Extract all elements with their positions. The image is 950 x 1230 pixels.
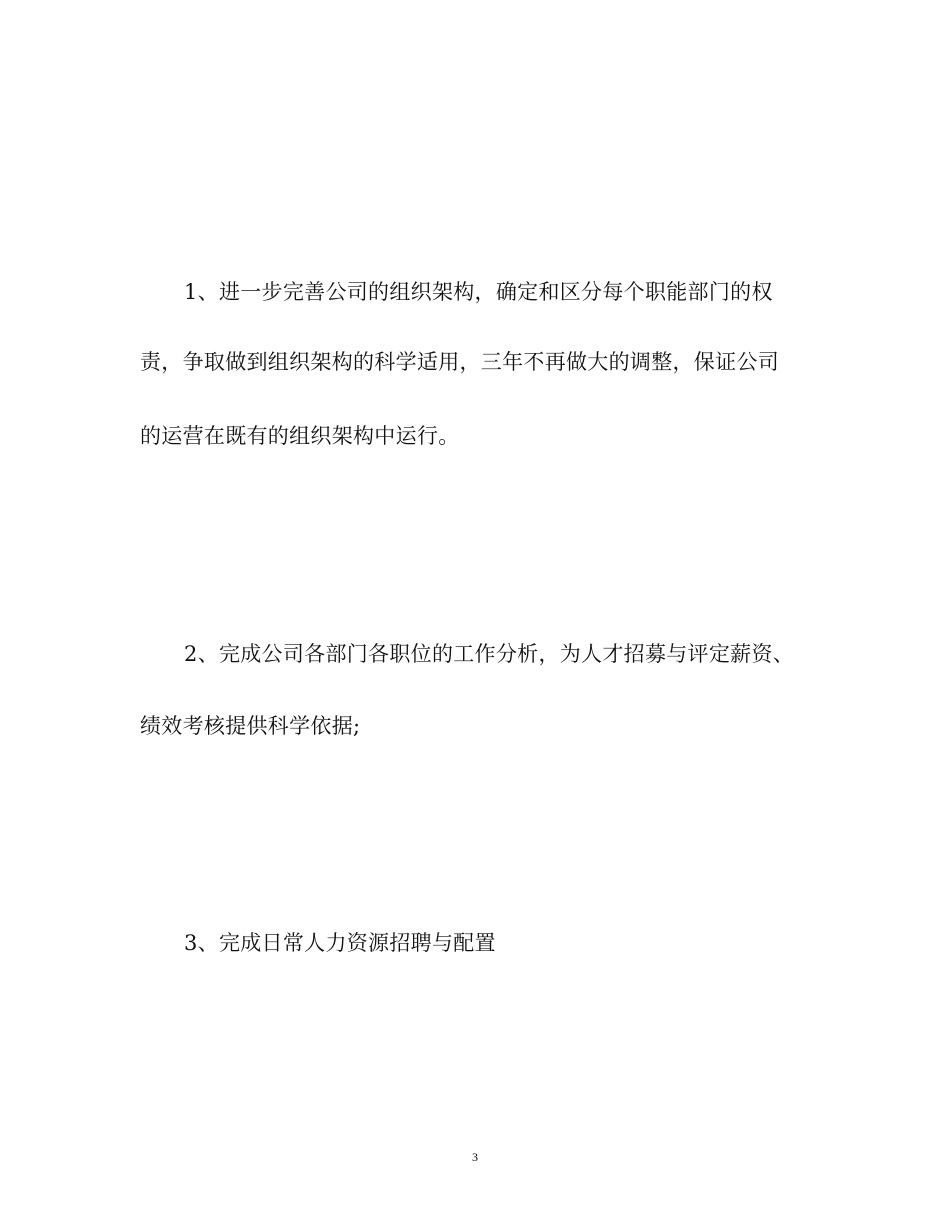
page-number: 3 bbox=[472, 1150, 478, 1164]
paragraph-2-line-2: 绩效考核提供科学依据; bbox=[140, 714, 361, 738]
paragraph-2-line-1: 2、完成公司各部门各职位的工作分析，为人才招募与评定薪资、 bbox=[184, 642, 795, 666]
paragraph-3-line-1: 3、完成日常人力资源招聘与配置 bbox=[184, 931, 496, 955]
paragraph-1-line-1: 1、进一步完善公司的组织架构，确定和区分每个职能部门的权 bbox=[184, 280, 773, 304]
paragraph-1-line-3: 的运营在既有的组织架构中运行。 bbox=[140, 424, 460, 448]
paragraph-1-line-2: 责，争取做到组织架构的科学适用，三年不再做大的调整，保证公司 bbox=[140, 350, 779, 374]
